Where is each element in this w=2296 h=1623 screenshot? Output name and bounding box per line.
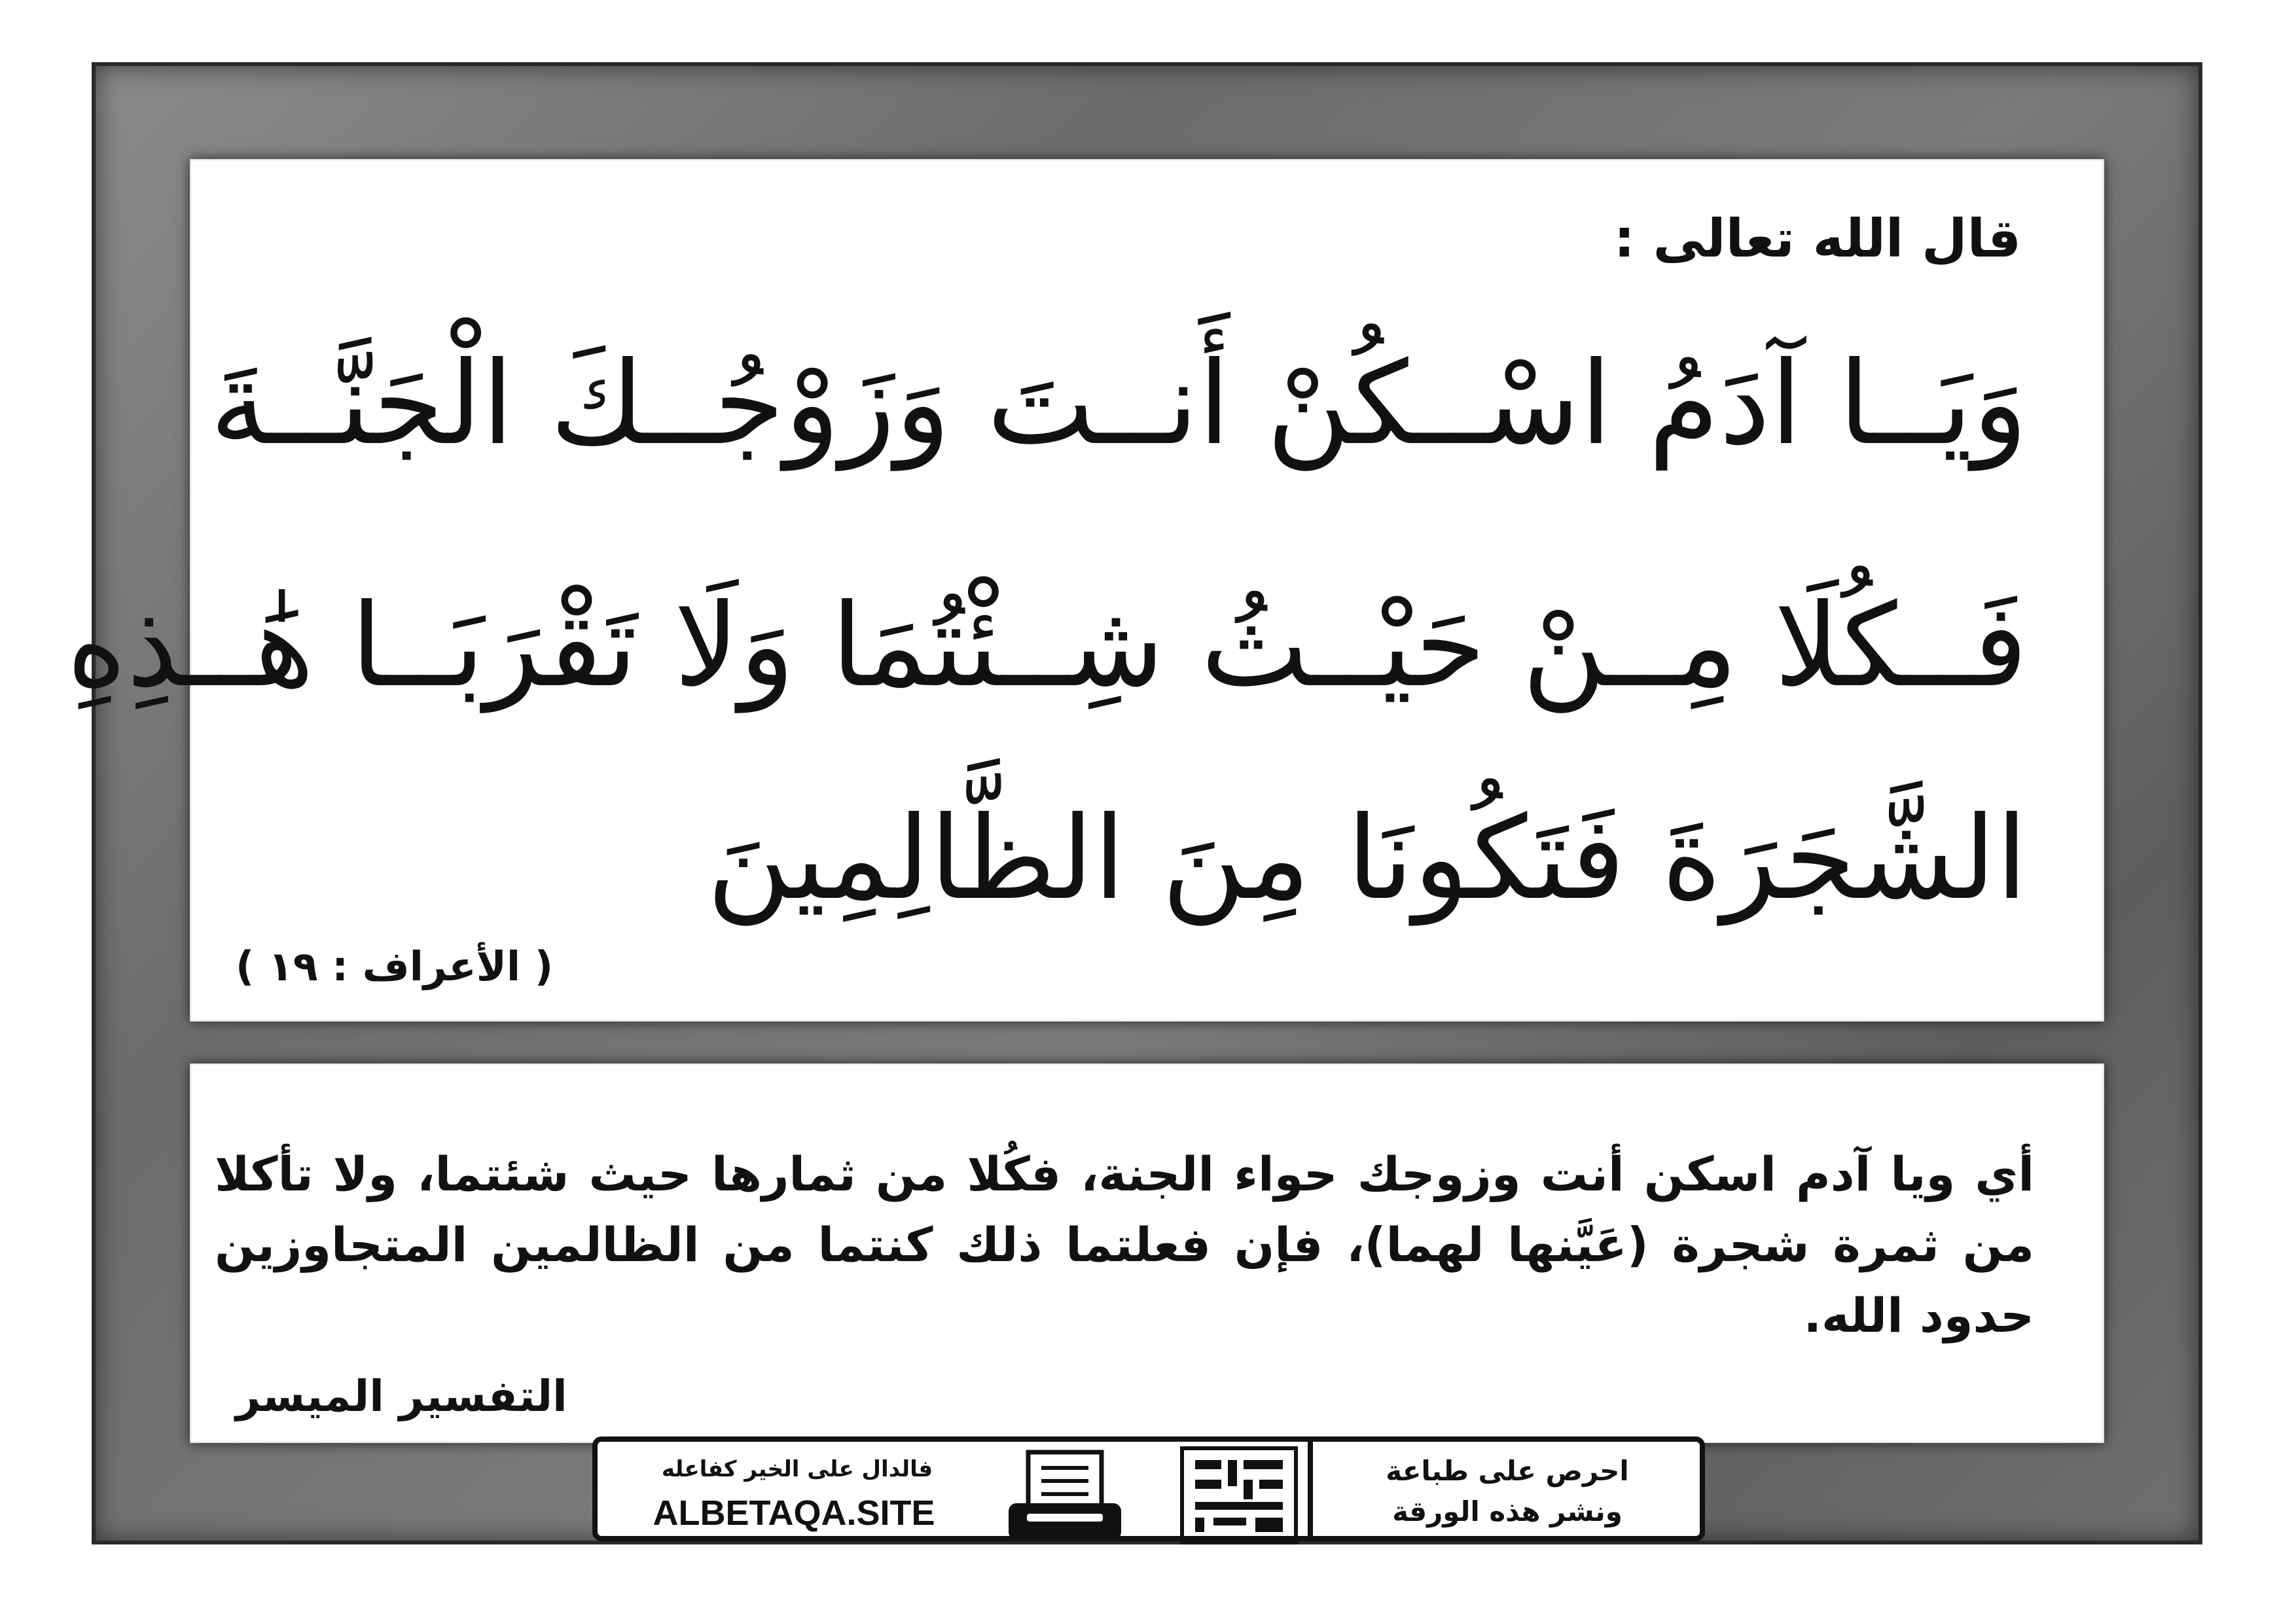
verse-line-2: فَــكُلَا مِــنْ حَيْــثُ شِــئْتُمَا وَلَا تَقْرَبَــا هَٰــذِهِ [66,580,2028,713]
footer-share-prompt: ونشر هذه الورقة [1392,1495,1623,1527]
verse-reference: ( الأعراف : ١٩ ) [236,942,554,990]
tafsir-text: أي ويا آدم اسكن أنت وزوجك حواء الجنة، فكُلا من ثمارها حيث شئتما، ولا تأكلا من ثمرة شجرة (عَيَّنها لهما)، فإن فعلتما ذلك كنتما من الظالمين المتجاوزين حدود الله. [215,1147,2034,1343]
footer-print-prompt: احرص على طباعة [1386,1455,1629,1487]
dawah-logo-icon [1177,1443,1301,1550]
footer-slogan: فالدال على الخير كفاعله [661,1456,933,1482]
verse-line-3: الشَّجَرَةَ فَتَكُونَا مِنَ الظَّالِمِينَ [707,793,2028,925]
footer-site-link[interactable]: ALBETAQA.SITE [653,1493,935,1533]
intro-heading: قال الله تعالى : [1613,208,2021,269]
tafsir-source: التفسير الميسر [236,1371,567,1421]
printer-icon [1003,1448,1128,1549]
footer-divider [1308,1436,1313,1541]
footer-banner [592,1436,1705,1541]
verse-line-1: وَيَــا آدَمُ اسْــكُنْ أَنــتَ وَزَوْجُــكَ الْجَنَّــةَ [209,338,2028,471]
